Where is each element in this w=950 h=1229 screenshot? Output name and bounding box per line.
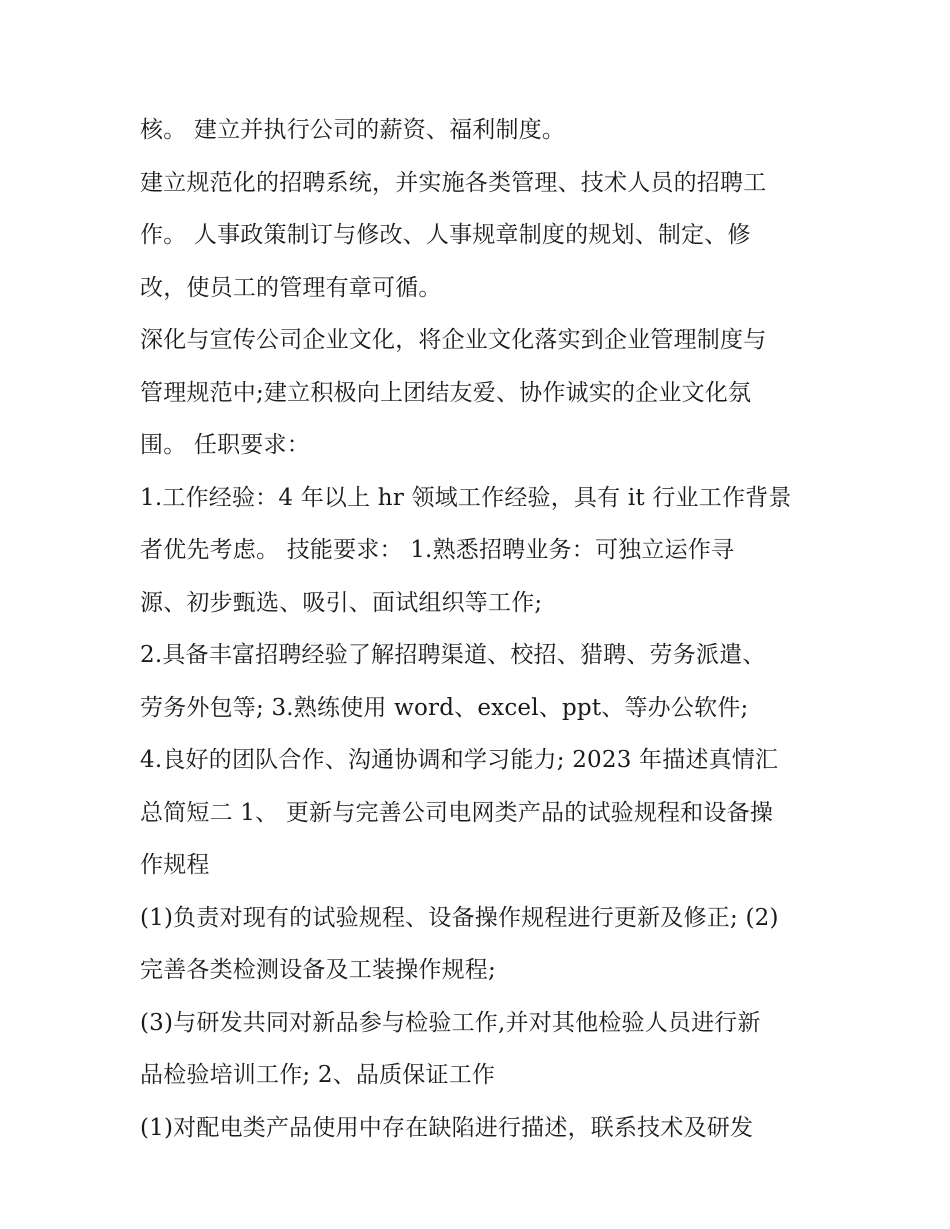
- text-line: 源、初步甄选、吸引、面试组织等工作;: [140, 589, 543, 616]
- text-line: 管理规范中;建立积极向上团结友爱、协作诚实的企业文化氛: [140, 379, 752, 406]
- text-line: (1)对配电类产品使用中存在缺陷进行描述，联系技术及研发: [140, 1114, 754, 1141]
- text-line: 围。 任职要求：: [140, 432, 310, 458]
- text-line: (3)与研发共同对新品参与检验工作,并对其他检验人员进行新: [140, 1009, 761, 1036]
- document-body: [140, 104, 820, 1154]
- text-line: 4.良好的团队合作、沟通协调和学习能力; 2023 年描述真情汇: [140, 747, 779, 773]
- text-line: 核。 建立并执行公司的薪资、福利制度。: [140, 117, 566, 143]
- text-line: 深化与宣传公司企业文化，将企业文化落实到企业管理制度与: [140, 327, 767, 353]
- text-line: (1)负责对现有的试验规程、设备操作规程进行更新及修正; (2): [140, 904, 779, 931]
- text-line: 劳务外包等; 3.熟练使用 word、excel、ppt、等办公软件;: [140, 694, 749, 721]
- text-line: 总简短二 1、 更新与完善公司电网类产品的试验规程和设备操: [140, 799, 774, 826]
- text-line: 完善各类检测设备及工装操作规程;: [140, 957, 496, 983]
- text-line: 1.工作经验：4 年以上 hr 领域工作经验，具有 it 行业工作背景: [140, 484, 792, 511]
- text-line: 作规程: [140, 852, 210, 878]
- text-line: 作。 人事政策制订与修改、人事规章制度的规划、制定、修: [140, 222, 751, 248]
- text-line: 品检验培训工作; 2、品质保证工作: [140, 1062, 496, 1088]
- text-line: 改，使员工的管理有章可循。: [140, 274, 442, 301]
- text-line: 者优先考虑。 技能要求： 1.熟悉招聘业务：可独立运作寻: [140, 537, 735, 563]
- text-line: 建立规范化的招聘系统，并实施各类管理、技术人员的招聘工: [140, 169, 767, 196]
- text-line: 2.具备丰富招聘经验了解招聘渠道、校招、猎聘、劳务派遣、: [140, 642, 766, 668]
